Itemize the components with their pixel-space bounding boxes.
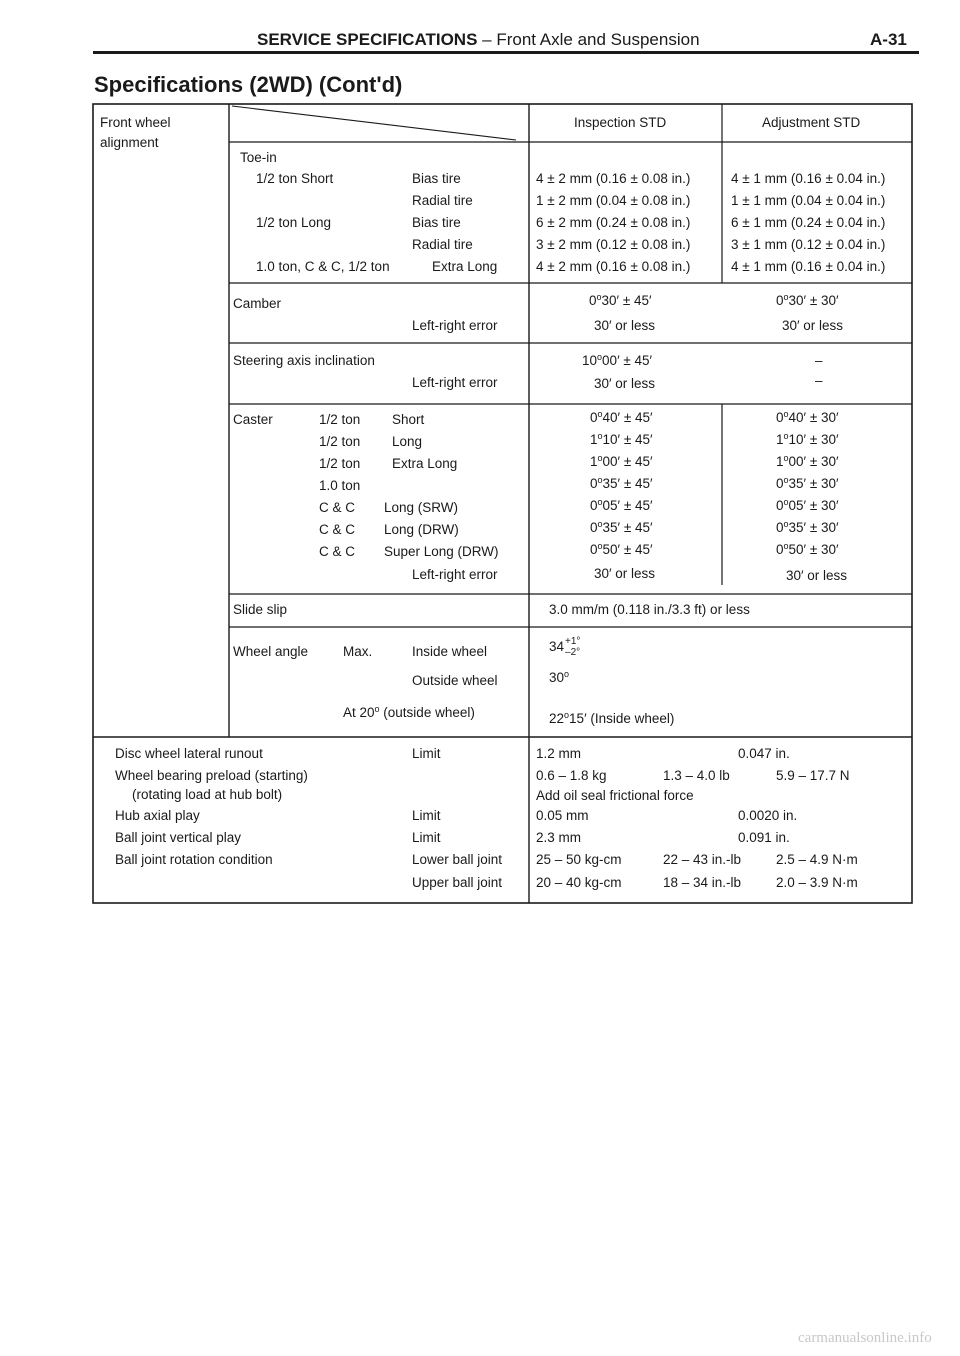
toe-adjustment: 4 ± 1 mm (0.16 ± 0.04 in.) <box>731 259 886 274</box>
camber-inspection: $0^o30' \pm 45'$ <box>589 292 652 308</box>
caster-variant: Long <box>392 434 423 449</box>
section-label-front-wheel: Front wheel <box>100 115 171 130</box>
spec-condition: Limit <box>412 746 441 761</box>
spec-condition: Upper ball joint <box>412 875 503 890</box>
camber-inspection-value: 30′ ± 45′ <box>601 293 652 308</box>
toe-tire: Extra Long <box>432 259 498 274</box>
caster-inspection: $0^o40' \pm 45'$ <box>590 409 653 425</box>
header-subsection: – Front Axle and Suspension <box>482 30 700 49</box>
caster-model: C & C <box>319 544 356 559</box>
caster-inspection-value: 35′ ± 45′ <box>602 476 653 491</box>
steering-axis-error-label: Left-right error <box>412 375 498 390</box>
wheel-angle-max-label: Max. <box>343 644 373 659</box>
spec-item: Wheel bearing preload (starting) <box>115 768 308 783</box>
camber-adjustment: $0^o30' \pm 30'$ <box>776 292 839 308</box>
caster-inspection-value: 40′ ± 45′ <box>602 410 653 425</box>
spec-condition: Limit <box>412 830 441 845</box>
toe-model: 1/2 ton Short <box>256 171 334 186</box>
spec-value-metric: 0.6 – 1.8 kg <box>536 768 607 783</box>
camber-label: Camber <box>233 296 282 311</box>
spec-value-metric: 1.2 mm <box>536 746 582 761</box>
toe-adjustment: 4 ± 1 mm (0.16 ± 0.04 in.) <box>731 171 886 186</box>
caster-inspection: $1^o00' \pm 45'$ <box>590 453 653 469</box>
caster-adjustment-value: 50′ ± 30′ <box>788 542 839 557</box>
caster-inspection-value: 00′ ± 45′ <box>602 454 653 469</box>
at-20-rest: 15′ (Inside wheel) <box>569 711 675 726</box>
caster-variant: Extra Long <box>392 456 458 471</box>
steering-axis-inspection-error: 30′ or less <box>594 376 656 391</box>
caster-inspection-degrees: 1 <box>590 432 598 447</box>
spec-item-note: (rotating load at hub bolt) <box>132 787 283 802</box>
steering-axis-inspection-degrees: 10 <box>582 353 598 368</box>
caster-inspection-degrees: 0 <box>590 410 598 425</box>
spec-value-metric: 2.3 mm <box>536 830 582 845</box>
caster-adjustment: $0^o35' \pm 30'$ <box>776 519 839 535</box>
at-20-degrees: 22 <box>549 711 565 726</box>
caster-adjustment: $0^o40' \pm 30'$ <box>776 409 839 425</box>
tolerance-plus: +1° <box>565 636 581 647</box>
caster-error-label: Left-right error <box>412 567 498 582</box>
caster-adjustment-degrees: 0 <box>776 476 784 491</box>
camber-adjustment-degrees: 0 <box>776 293 784 308</box>
camber-inspection-degrees: 0 <box>589 293 597 308</box>
caster-variant: Short <box>392 412 425 427</box>
toe-inspection: 6 ± 2 mm (0.24 ± 0.08 in.) <box>536 215 691 230</box>
caster-inspection: $0^o35' \pm 45'$ <box>590 475 653 491</box>
spec-value-imperial: 1.3 – 4.0 lb <box>663 768 730 783</box>
caster-adjustment-value: 35′ ± 30′ <box>788 476 839 491</box>
spec-value-si: 2.5 – 4.9 N·m <box>776 852 858 867</box>
caster-inspection: $0^o35' \pm 45'$ <box>590 519 653 535</box>
caster-inspection: $0^o05' \pm 45'$ <box>590 497 653 513</box>
toe-model: 1.0 ton, C & C, 1/2 ton <box>256 259 390 274</box>
caster-model: C & C <box>319 522 356 537</box>
spec-item: Ball joint vertical play <box>115 830 242 845</box>
spec-value-metric: 20 – 40 kg-cm <box>536 875 622 890</box>
toe-inspection: 4 ± 2 mm (0.16 ± 0.08 in.) <box>536 259 691 274</box>
caster-adjustment: $1^o10' \pm 30'$ <box>776 431 839 447</box>
caster-model: 1/2 ton <box>319 412 361 427</box>
caster-inspection: $0^o50' \pm 45'$ <box>590 541 653 557</box>
caster-adjustment: $1^o00' \pm 30'$ <box>776 453 839 469</box>
toe-adjustment: 3 ± 1 mm (0.12 ± 0.04 in.) <box>731 237 886 252</box>
caster-adjustment-degrees: 0 <box>776 542 784 557</box>
inside-wheel-label: Inside wheel <box>412 644 488 659</box>
watermark: carmanualsonline.info <box>798 1330 932 1346</box>
slide-slip-value: 3.0 mm/m (0.118 in./3.3 ft) or less <box>549 602 750 617</box>
caster-adjustment-degrees: 1 <box>776 432 784 447</box>
caster-adjustment-error: 30′ or less <box>786 568 848 583</box>
inside-wheel-value <box>549 636 580 658</box>
inside-wheel-tolerance <box>565 636 580 658</box>
spec-value-imperial: 22 – 43 in.-lb <box>663 852 742 867</box>
spec-value-imperial: 18 – 34 in.-lb <box>663 875 742 890</box>
spec-value-imperial: 0.047 in. <box>738 746 790 761</box>
caster-inspection-value: 10′ ± 45′ <box>602 432 653 447</box>
steering-axis-adjustment: – <box>815 353 823 368</box>
spec-value-imperial: 0.0020 in. <box>738 808 798 823</box>
tolerance-minus: –2° <box>565 647 581 658</box>
spec-value-imperial: 0.091 in. <box>738 830 790 845</box>
caster-inspection-degrees: 0 <box>590 498 598 513</box>
toe-inspection: 1 ± 2 mm (0.04 ± 0.08 in.) <box>536 193 691 208</box>
caster-inspection-value: 05′ ± 45′ <box>602 498 653 513</box>
toe-adjustment: 1 ± 1 mm (0.04 ± 0.04 in.) <box>731 193 886 208</box>
toe-model: 1/2 ton Long <box>256 215 332 230</box>
spec-value-metric: 25 – 50 kg-cm <box>536 852 622 867</box>
toe-tire: Bias tire <box>412 171 461 186</box>
steering-axis-inspection: $10^o00' \pm 45'$ <box>582 352 653 368</box>
caster-adjustment-degrees: 1 <box>776 454 784 469</box>
wheel-angle-label: Wheel angle <box>233 644 309 659</box>
caster-adjustment: $0^o05' \pm 30'$ <box>776 497 839 513</box>
caster-model: 1/2 ton <box>319 456 361 471</box>
outside-wheel-value: 30$^o$ <box>549 669 570 685</box>
outside-wheel-label: Outside wheel <box>412 673 498 688</box>
spec-item: Ball joint rotation condition <box>115 852 273 867</box>
caster-model: C & C <box>319 500 356 515</box>
toe-tire: Radial tire <box>412 193 473 208</box>
caster-inspection-degrees: 1 <box>590 454 598 469</box>
caster-model: 1/2 ton <box>319 434 361 449</box>
column-header-adjustment: Adjustment STD <box>762 115 861 130</box>
caster-inspection-value: 50′ ± 45′ <box>602 542 653 557</box>
slide-slip-label: Slide slip <box>233 602 288 617</box>
toe-tire: Radial tire <box>412 237 473 252</box>
spec-value-si: 2.0 – 3.9 N·m <box>776 875 858 890</box>
caster-adjustment-value: 35′ ± 30′ <box>788 520 839 535</box>
caster-adjustment: $0^o50' \pm 30'$ <box>776 541 839 557</box>
caster-variant: Long (SRW) <box>384 500 459 515</box>
caster-adjustment-value: 10′ ± 30′ <box>788 432 839 447</box>
spec-condition: Limit <box>412 808 441 823</box>
camber-inspection-error: 30′ or less <box>594 318 656 333</box>
page-title: Specifications (2WD) (Cont'd) <box>94 72 403 97</box>
section-label-alignment: alignment <box>100 135 159 150</box>
caster-inspection: $1^o10' \pm 45'$ <box>590 431 653 447</box>
degree-sign: o <box>374 704 380 714</box>
page-number: A-31 <box>870 30 907 49</box>
at-20-prefix: At 20 <box>343 705 375 720</box>
steering-axis-inspection-value: 00′ ± 45′ <box>602 353 653 368</box>
toe-adjustment: 6 ± 1 mm (0.24 ± 0.04 in.) <box>731 215 886 230</box>
caster-variant: Long (DRW) <box>384 522 459 537</box>
header-section: SERVICE SPECIFICATIONS <box>257 30 478 49</box>
steering-axis-label: Steering axis inclination <box>233 353 375 368</box>
caster-inspection-value: 35′ ± 45′ <box>602 520 653 535</box>
camber-error-label: Left-right error <box>412 318 498 333</box>
caster-adjustment-degrees: 0 <box>776 520 784 535</box>
spec-value-si: 5.9 – 17.7 N <box>776 768 850 783</box>
column-header-inspection: Inspection STD <box>574 115 667 130</box>
spec-item: Disc wheel lateral runout <box>115 746 263 761</box>
caster-inspection-degrees: 0 <box>590 542 598 557</box>
spec-value-note: Add oil seal frictional force <box>536 788 694 803</box>
caster-adjustment-value: 05′ ± 30′ <box>788 498 839 513</box>
toe-inspection: 3 ± 2 mm (0.12 ± 0.08 in.) <box>536 237 691 252</box>
at-20-suffix: (outside wheel) <box>379 705 475 720</box>
spec-item: Hub axial play <box>115 808 200 823</box>
toe-tire: Bias tire <box>412 215 461 230</box>
caster-adjustment-value: 40′ ± 30′ <box>788 410 839 425</box>
caster-inspection-degrees: 0 <box>590 520 598 535</box>
caster-variant: Super Long (DRW) <box>384 544 499 559</box>
caster-adjustment-degrees: 0 <box>776 498 784 513</box>
camber-adjustment-value: 30′ ± 30′ <box>788 293 839 308</box>
caster-inspection-error: 30′ or less <box>594 566 656 581</box>
at-20-value: 22$^o$15′ (Inside wheel) <box>549 710 675 726</box>
toe-in-label: Toe-in <box>240 150 277 165</box>
caster-adjustment-degrees: 0 <box>776 410 784 425</box>
camber-adjustment-error: 30′ or less <box>782 318 844 333</box>
caster-adjustment: $0^o35' \pm 30'$ <box>776 475 839 491</box>
outside-wheel-degrees: 30 <box>549 670 565 685</box>
spec-value-metric: 0.05 mm <box>536 808 589 823</box>
inside-wheel-degrees: 34 <box>549 639 565 654</box>
caster-label: Caster <box>233 412 273 427</box>
steering-axis-adjustment-error: – <box>815 373 823 388</box>
toe-inspection: 4 ± 2 mm (0.16 ± 0.08 in.) <box>536 171 691 186</box>
at-20-outside-label <box>343 705 475 721</box>
caster-adjustment-value: 00′ ± 30′ <box>788 454 839 469</box>
caster-model: 1.0 ton <box>319 478 361 493</box>
caster-inspection-degrees: 0 <box>590 476 598 491</box>
spec-condition: Lower ball joint <box>412 852 503 867</box>
